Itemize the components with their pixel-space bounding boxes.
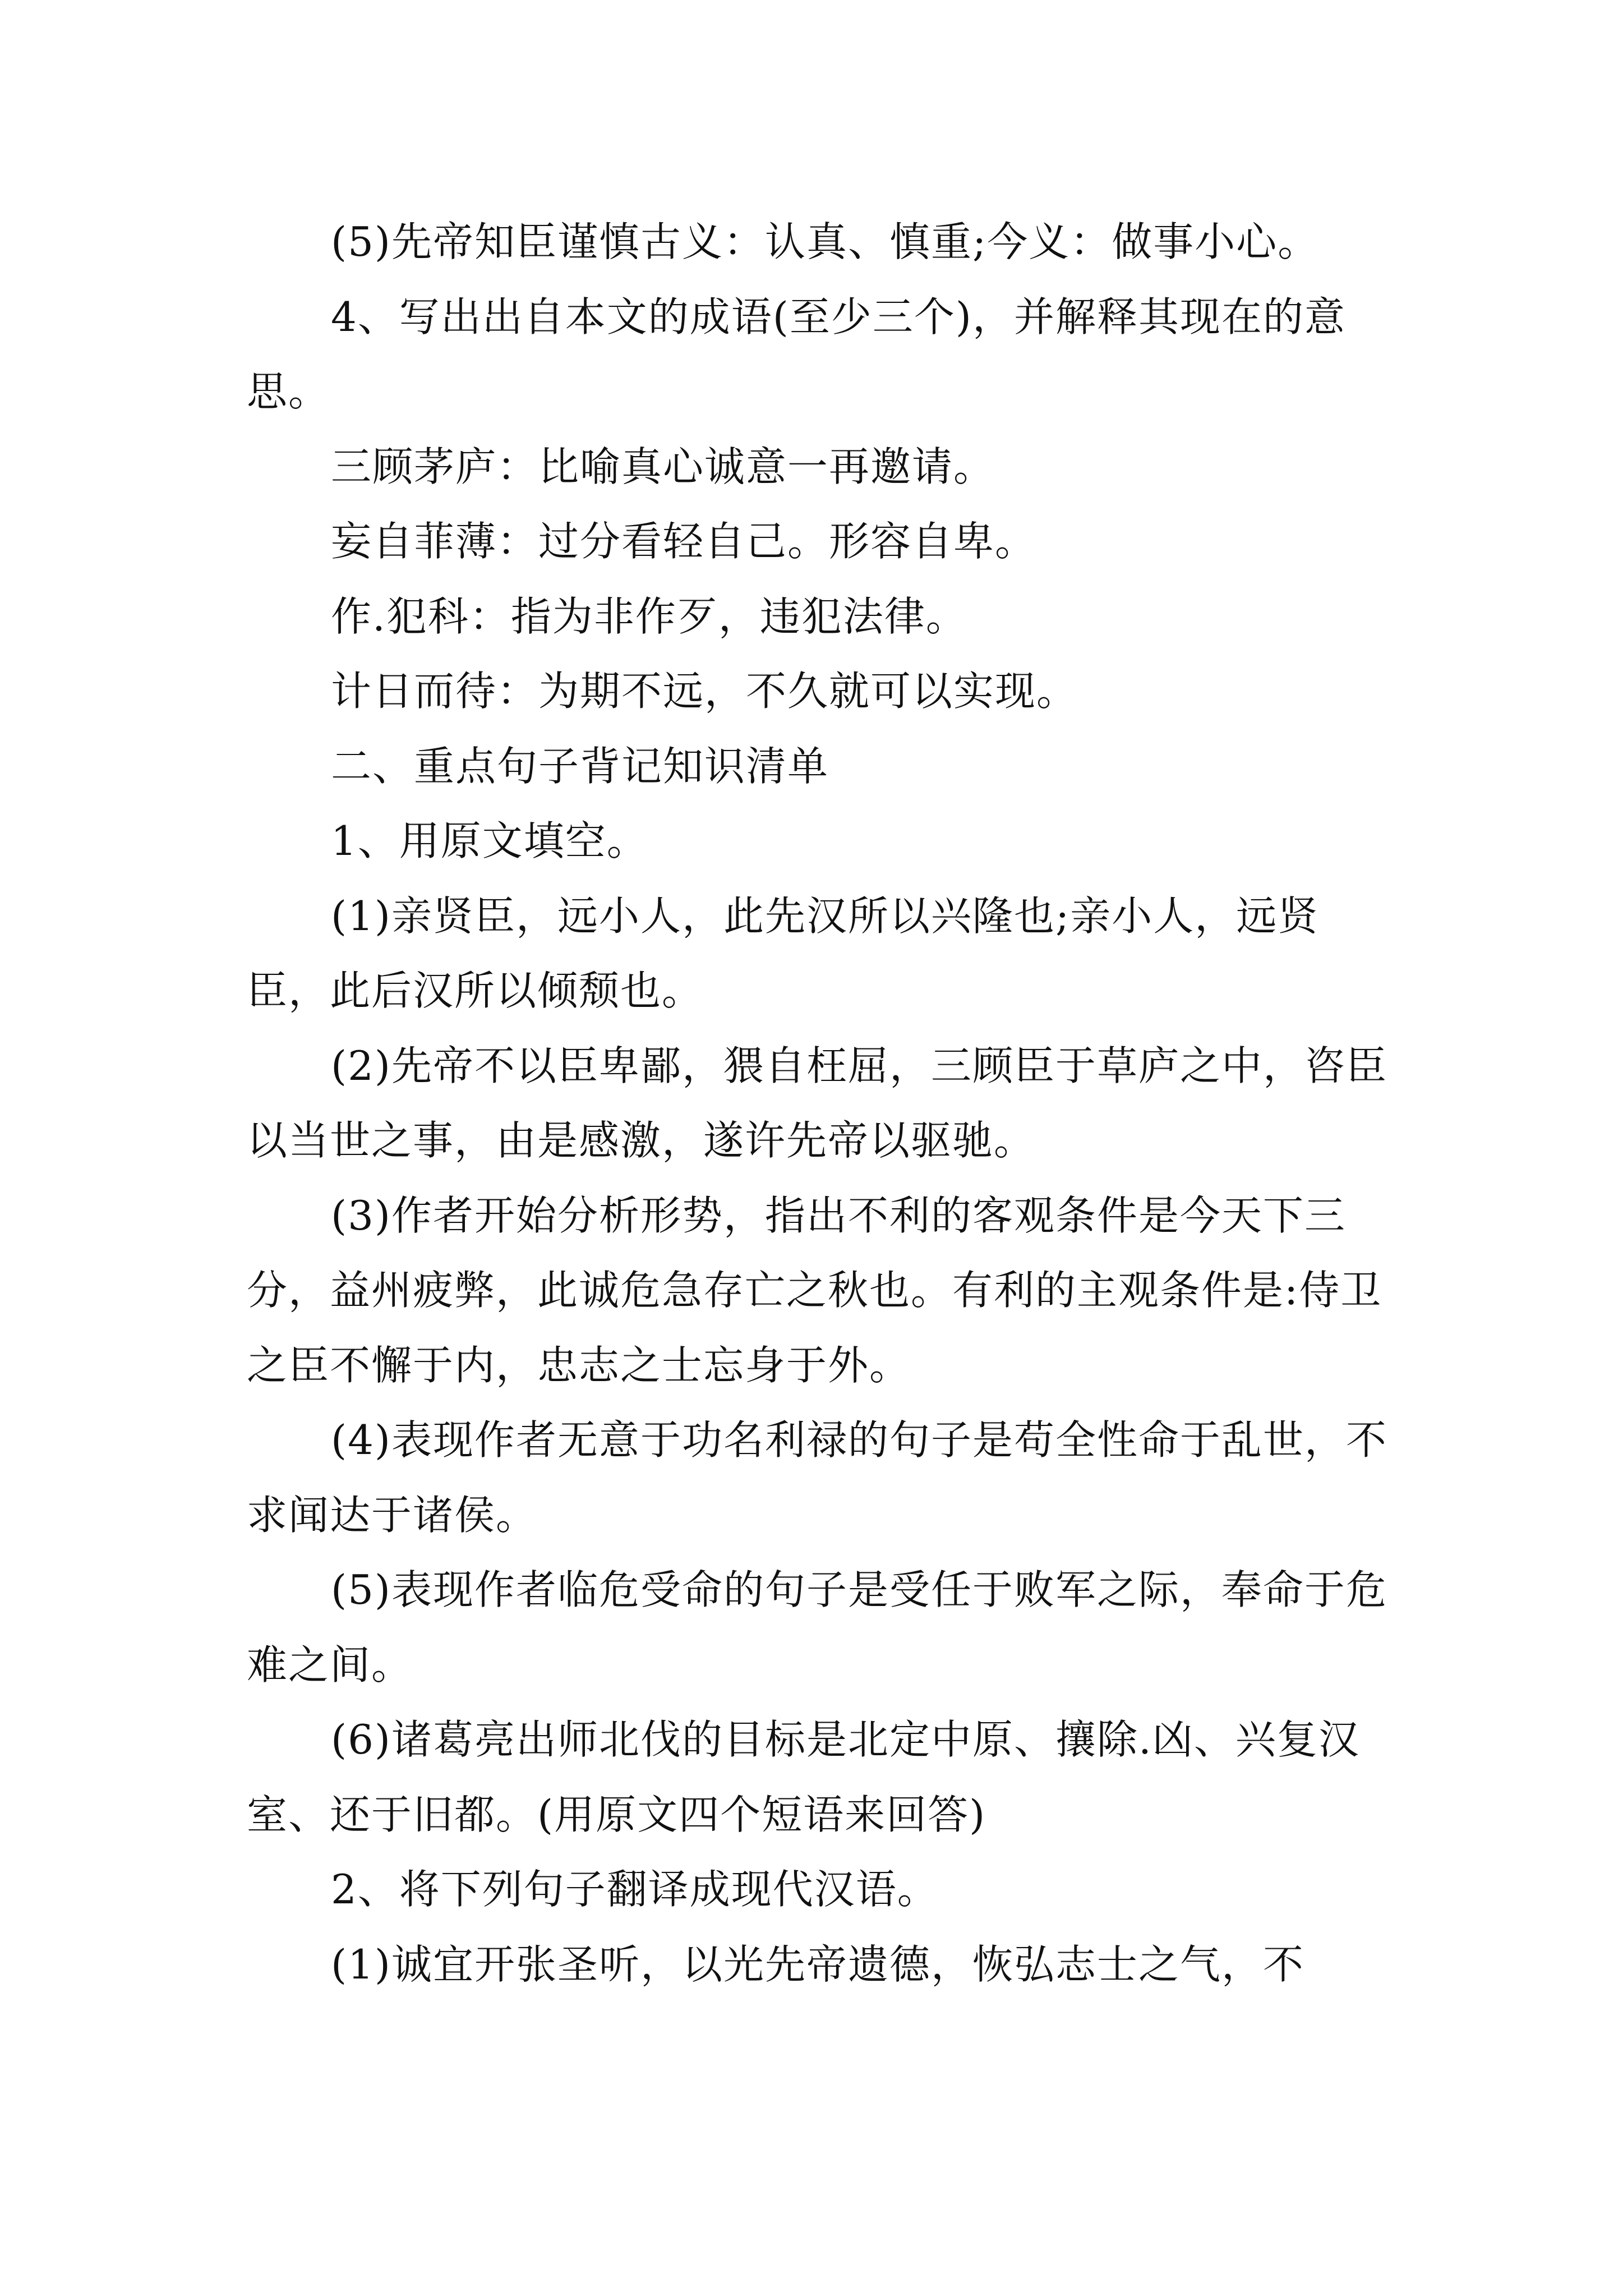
paragraph-2: 4、写出出自本文的成语(至少三个)，并解释其现在的意思。 bbox=[247, 293, 1346, 415]
paragraph-5: 作.犯科：指为非作歹，违犯法律。 bbox=[331, 592, 967, 640]
section-heading-key-sentences: 二、重点句子背记知识清单 bbox=[331, 742, 829, 790]
paragraph-1: (5)先帝知臣谨慎古义：认真、慎重;今义：做事小心。 bbox=[331, 218, 1320, 265]
subheading-translation: 2、将下列句子翻译成现代汉语。 bbox=[331, 1866, 939, 1913]
paragraph-9: (1)亲贤臣，远小人，此先汉所以兴隆也;亲小人，远贤臣，此后汉所以倾颓也。 bbox=[247, 892, 1320, 1014]
paragraph-3: 三顾茅庐：比喻真心诚意一再邀请。 bbox=[331, 443, 995, 490]
subheading-fill-in-blanks: 1、用原文填空。 bbox=[331, 817, 648, 864]
paragraph-12: (4)表现作者无意于功名利禄的句子是苟全性命于乱世，不求闻达于诸侯。 bbox=[247, 1416, 1387, 1539]
paragraph-11: (3)作者开始分析形势，指出不利的客观条件是今天下三分，益州疲弊，此诚危急存亡之秋也。有利的主观条件是:侍卫之臣不懈于内，忠志之士忘身于外。 bbox=[247, 1191, 1382, 1389]
paragraph-13: (5)表现作者临危受命的句子是受任于败军之际，奉命于危难之间。 bbox=[247, 1566, 1387, 1688]
document-body bbox=[247, 205, 1396, 2002]
paragraph-16: (1)诚宜开张圣听，以光先帝遗德，恢弘志士之气，不 bbox=[331, 1940, 1304, 1988]
paragraph-14: (6)诸葛亮出师北伐的目标是北定中原、攘除.凶、兴复汉室、还于旧都。(用原文四个短语来回答) bbox=[247, 1716, 1360, 1838]
paragraph-6: 计日而待：为期不远，不久就可以实现。 bbox=[331, 668, 1078, 715]
paragraph-4: 妄自菲薄：过分看轻自己。形容自卑。 bbox=[331, 518, 1037, 565]
paragraph-10: (2)先帝不以臣卑鄙，猥自枉屈，三顾臣于草庐之中，咨臣以当世之事，由是感激，遂许先帝以驱驰。 bbox=[247, 1042, 1387, 1164]
